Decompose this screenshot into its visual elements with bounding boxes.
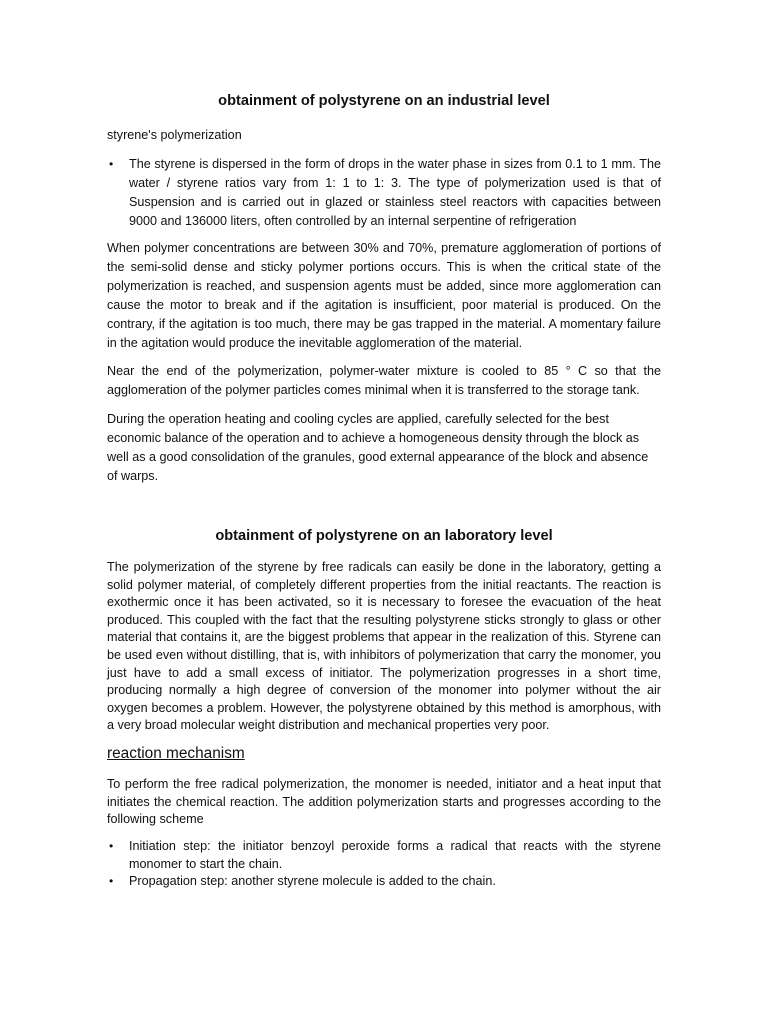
paragraph-laboratory: The polymerization of the styrene by free radicals can easily be done in the laboratory, getting a solid polymer material, of completely different properties from the initial reactants. The reaction is exothermic once it has been activated, so it is necessary to foresee the evacuation of the heat produced. This coupled with the fact that the resulting polystyrene sticks strongly to glass or other material that contains it, are the biggest problems that appear in the realization of this. Styrene can be used even without distilling, that is, with inhibitors of polymerization that carry the monomer, you just have to add a small excess of initiator. The polymerization progresses in a short time, producing normally a high degree of conversion of the monomer into polymer without the air oxygen becomes a problem. However, the polystyrene obtained by this method is amorphous, with a very broad molecular weight distribution and mechanical properties very poor.	[107, 560, 661, 733]
paragraph-cooling: Near the end of the polymerization, polymer-water mixture is cooled to 85 ° C so that the agglomeration of the polymer particles comes minimal when it is transferred to the storage tank.	[107, 364, 661, 397]
bullet-list-steps	[107, 838, 661, 891]
paragraph-heating-cycles: During the operation heating and cooling cycles are applied, carefully selected for the best economic balance of the operation and to achieve a homogeneous density through the block as well as a good consolidation of the granules, good external appearance of the block and absence of warps.	[107, 412, 649, 483]
bullet-icon: •	[109, 157, 114, 171]
bullet-icon: •	[109, 874, 114, 889]
heading-reaction-mechanism: reaction mechanism	[107, 745, 245, 762]
section-title-industrial: obtainment of polystyrene on an industrial level	[218, 93, 550, 109]
subheading-styrene-polymerization: styrene's polymerization	[107, 128, 242, 142]
section-title-laboratory: obtainment of polystyrene on an laboratory level	[215, 528, 553, 544]
bullet-list-industrial	[107, 155, 661, 231]
bullet-icon: •	[109, 839, 114, 853]
list-item-initiation: • Initiation step: the initiator benzoyl peroxide forms a radical that reacts with the styrene monomer to start the chain.	[109, 839, 661, 871]
paragraph-agglomeration: When polymer concentrations are between 30% and 70%, premature agglomeration of portions of the semi-solid dense and sticky polymer portions occurs. This is when the critical state of the polymerization is reached, and suspension agents must be added, since more agglomeration can cause the motor to break and if the agitation is insufficient, poor material is produced. On the contrary, if the agitation is too much, there may be gas trapped in the material. A momentary failure in the agitation would produce the inevitable agglomeration of the material.	[107, 241, 661, 350]
paragraph-reaction-mechanism: To perform the free radical polymerization, the monomer is needed, initiator and a heat input that initiates the chemical reaction. The addition polymerization starts and progresses according to the following scheme	[107, 777, 661, 827]
list-item-propagation: • Propagation step: another styrene molecule is added to the chain.	[107, 873, 661, 891]
list-item: • The styrene is dispersed in the form of drops in the water phase in sizes from 0.1 to 1 mm. The water / styrene ratios vary from 1: 1 to 1: 3. The type of polymerization used is that of Suspension and is carried out in glazed or stainless steel reactors with capacities between 9000 and 136000 liters, often controlled by an internal serpentine of refrigeration	[109, 157, 661, 228]
